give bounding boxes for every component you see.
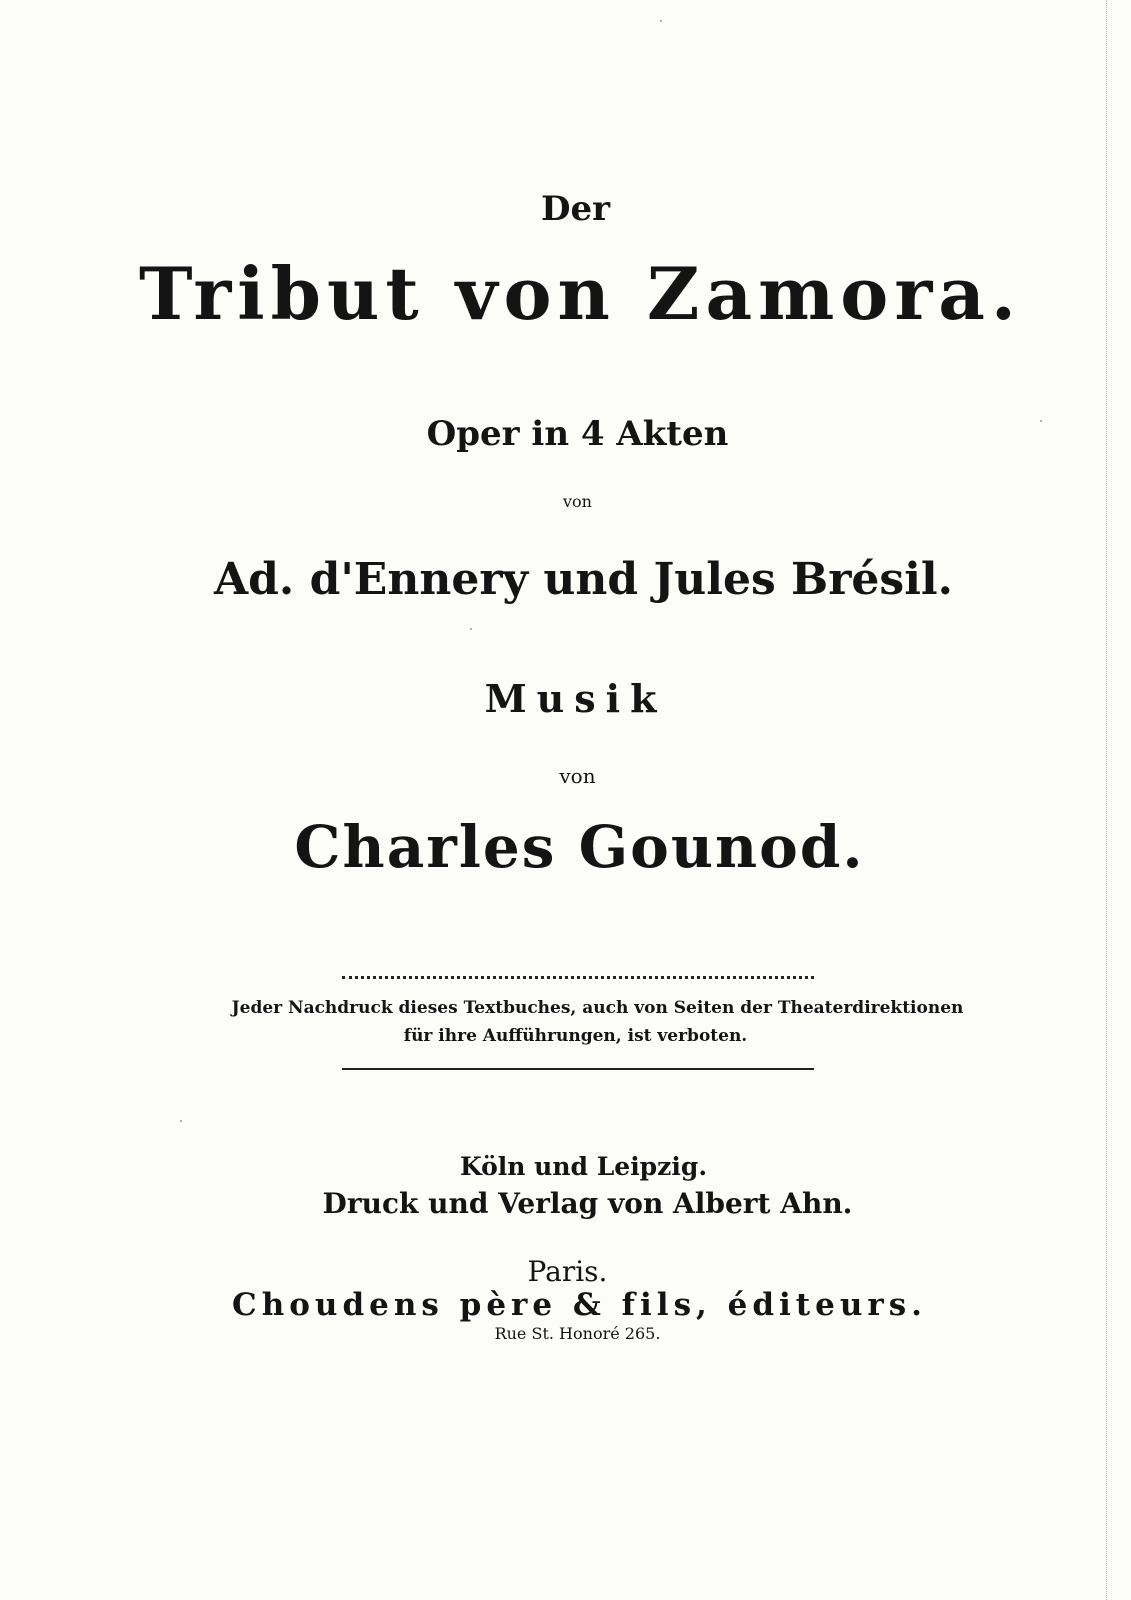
opera-subtitle: Oper in 4 Akten — [426, 414, 729, 454]
ink-speck — [660, 20, 662, 22]
title-article: Der — [540, 189, 611, 229]
by-label-librettists: von — [563, 492, 592, 511]
imprint-address: Rue St. Honoré 265. — [494, 1324, 661, 1343]
librettists: Ad. d'Ennery und Jules Brésil. — [214, 554, 953, 605]
copyright-notice-line-1: Jeder Nachdruck dieses Textbuches, auch von Seiten der Theaterdirektionen — [231, 998, 964, 1018]
music-label: Musik — [484, 676, 667, 721]
page-edge — [1106, 0, 1117, 1600]
top-divider — [342, 976, 814, 979]
ink-speck — [180, 1120, 182, 1122]
imprint-place-cologne-leipzig: Köln und Leipzig. — [459, 1152, 708, 1181]
composer: Charles Gounod. — [294, 813, 865, 881]
imprint-place-paris: Paris. — [527, 1255, 608, 1288]
bottom-divider — [342, 1068, 814, 1070]
imprint-publisher-choudens: Choudens père & fils, éditeurs. — [232, 1287, 927, 1323]
ink-speck — [470, 628, 472, 630]
imprint-publisher-ahn: Druck und Verlag von Albert Ahn. — [322, 1187, 853, 1220]
opera-title: Tribut von Zamora. — [139, 251, 1022, 336]
ink-speck — [1040, 420, 1042, 422]
by-label-composer: von — [559, 764, 596, 788]
copyright-notice-line-2: für ihre Aufführungen, ist verboten. — [403, 1026, 748, 1046]
